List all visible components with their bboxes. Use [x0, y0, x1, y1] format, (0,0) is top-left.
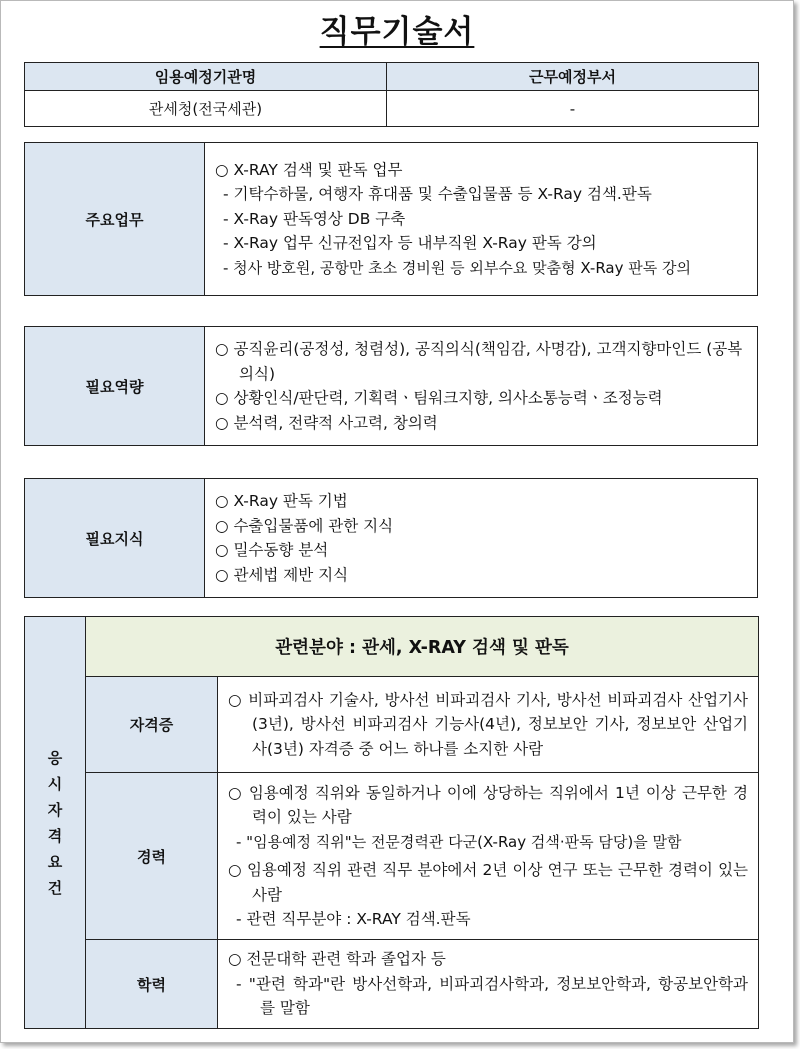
- related-field-heading: 관련분야 : 관세, X-RAY 검색 및 판독: [86, 617, 759, 677]
- competencies-label: 필요역량: [25, 327, 205, 446]
- qualifications-side-label: [25, 617, 86, 1029]
- agency-table: [24, 62, 759, 127]
- duty-line: - 기탁수하물, 여행자 휴대품 및 수출입물품 등 X-Ray 검색.판독: [223, 185, 652, 204]
- certificate-text: ○ 비파괴검사 기술사, 방사선 비파괴검사 기사, 방사선 비파괴검사 산업기사(3년), 방사선 비파괴검사 기능사(4년), 정보보안 기사, 정보보안 산업기사(3년) 자격증 중 어느 하나를 소지한 사람: [228, 690, 749, 758]
- certificate-content: [218, 677, 759, 773]
- education-item: ○ 전문대학 관련 학과 졸업자 등: [228, 950, 446, 969]
- competency-line: ○ 공직윤리(공정성, 청렴성), 공직의식(책임감, 사명감), 고객지향마인드 (공복의식): [215, 340, 743, 383]
- experience-content: [218, 773, 759, 940]
- experience-item: ○ 임용예정 직위 관련 직무 분야에서 2년 이상 연구 또는 근무한 경력이 있는 사람: [228, 861, 749, 904]
- side-char: 자: [47, 800, 63, 819]
- duty-line: - 청사 방호원, 공항만 초소 경비원 등 외부수요 맞춤형 X-Ray 판독 강의: [223, 258, 691, 277]
- main-duties-table: [24, 142, 758, 296]
- agency-value: 관세청(전국세관): [25, 91, 387, 127]
- agency-header: 임용예정기관명: [25, 63, 387, 91]
- experience-note: - "임용예정 직위"는 전문경력관 다군(X-Ray 검색·판독 담당)을 말함: [236, 832, 682, 851]
- side-char: 응: [47, 748, 63, 767]
- department-value: -: [387, 91, 759, 127]
- experience-item: ○ 임용예정 직위와 동일하거나 이에 상당하는 직위에서 1년 이상 근무한 경력이 있는 사람: [228, 783, 749, 826]
- department-header: 근무예정부서: [387, 63, 759, 91]
- main-duties-content: [205, 143, 758, 296]
- knowledge-line: ○ 관세법 제반 지식: [215, 565, 349, 584]
- qualifications-table: [24, 616, 759, 1029]
- side-char: 건: [47, 878, 63, 897]
- knowledge-line: ○ X-Ray 판독 기법: [215, 492, 348, 510]
- competency-line: ○ 분석력, 전략적 사고력, 창의력: [215, 413, 438, 432]
- document-title: 직무기술서: [319, 14, 475, 50]
- knowledge-content: [205, 479, 758, 598]
- duty-line: - X-Ray 판독영상 DB 구축: [223, 209, 406, 228]
- main-duties-label: 주요업무: [25, 143, 205, 296]
- competencies-table: [24, 326, 758, 446]
- side-char: 시: [47, 774, 63, 793]
- duty-line: ○ X-RAY 검색 및 판독 업무: [215, 160, 403, 179]
- education-label: 학력: [86, 940, 218, 1029]
- knowledge-table: [24, 478, 758, 598]
- experience-note: - 관련 직무분야 : X-RAY 검색.판독: [236, 910, 471, 928]
- duty-line: - X-Ray 업무 신규전입자 등 내부직원 X-Ray 판독 강의: [223, 234, 597, 253]
- competencies-content: [205, 327, 758, 446]
- competency-line: ○ 상황인식/판단력, 기획력ㆍ팀워크지향, 의사소통능력ㆍ조정능력: [215, 389, 663, 407]
- education-content: [218, 940, 759, 1029]
- certificate-label: 자격증: [86, 677, 218, 773]
- education-note: - "관련 학과"란 방사선학과, 비파괴검사학과, 정보보안학과, 항공보안학과를 말함: [236, 974, 749, 1018]
- side-char: 요: [47, 852, 63, 871]
- experience-label: 경력: [86, 773, 218, 940]
- knowledge-line: ○ 밀수동향 분석: [215, 541, 329, 559]
- knowledge-label: 필요지식: [25, 479, 205, 598]
- knowledge-line: ○ 수출입물품에 관한 지식: [215, 516, 394, 535]
- side-char: 격: [47, 826, 63, 845]
